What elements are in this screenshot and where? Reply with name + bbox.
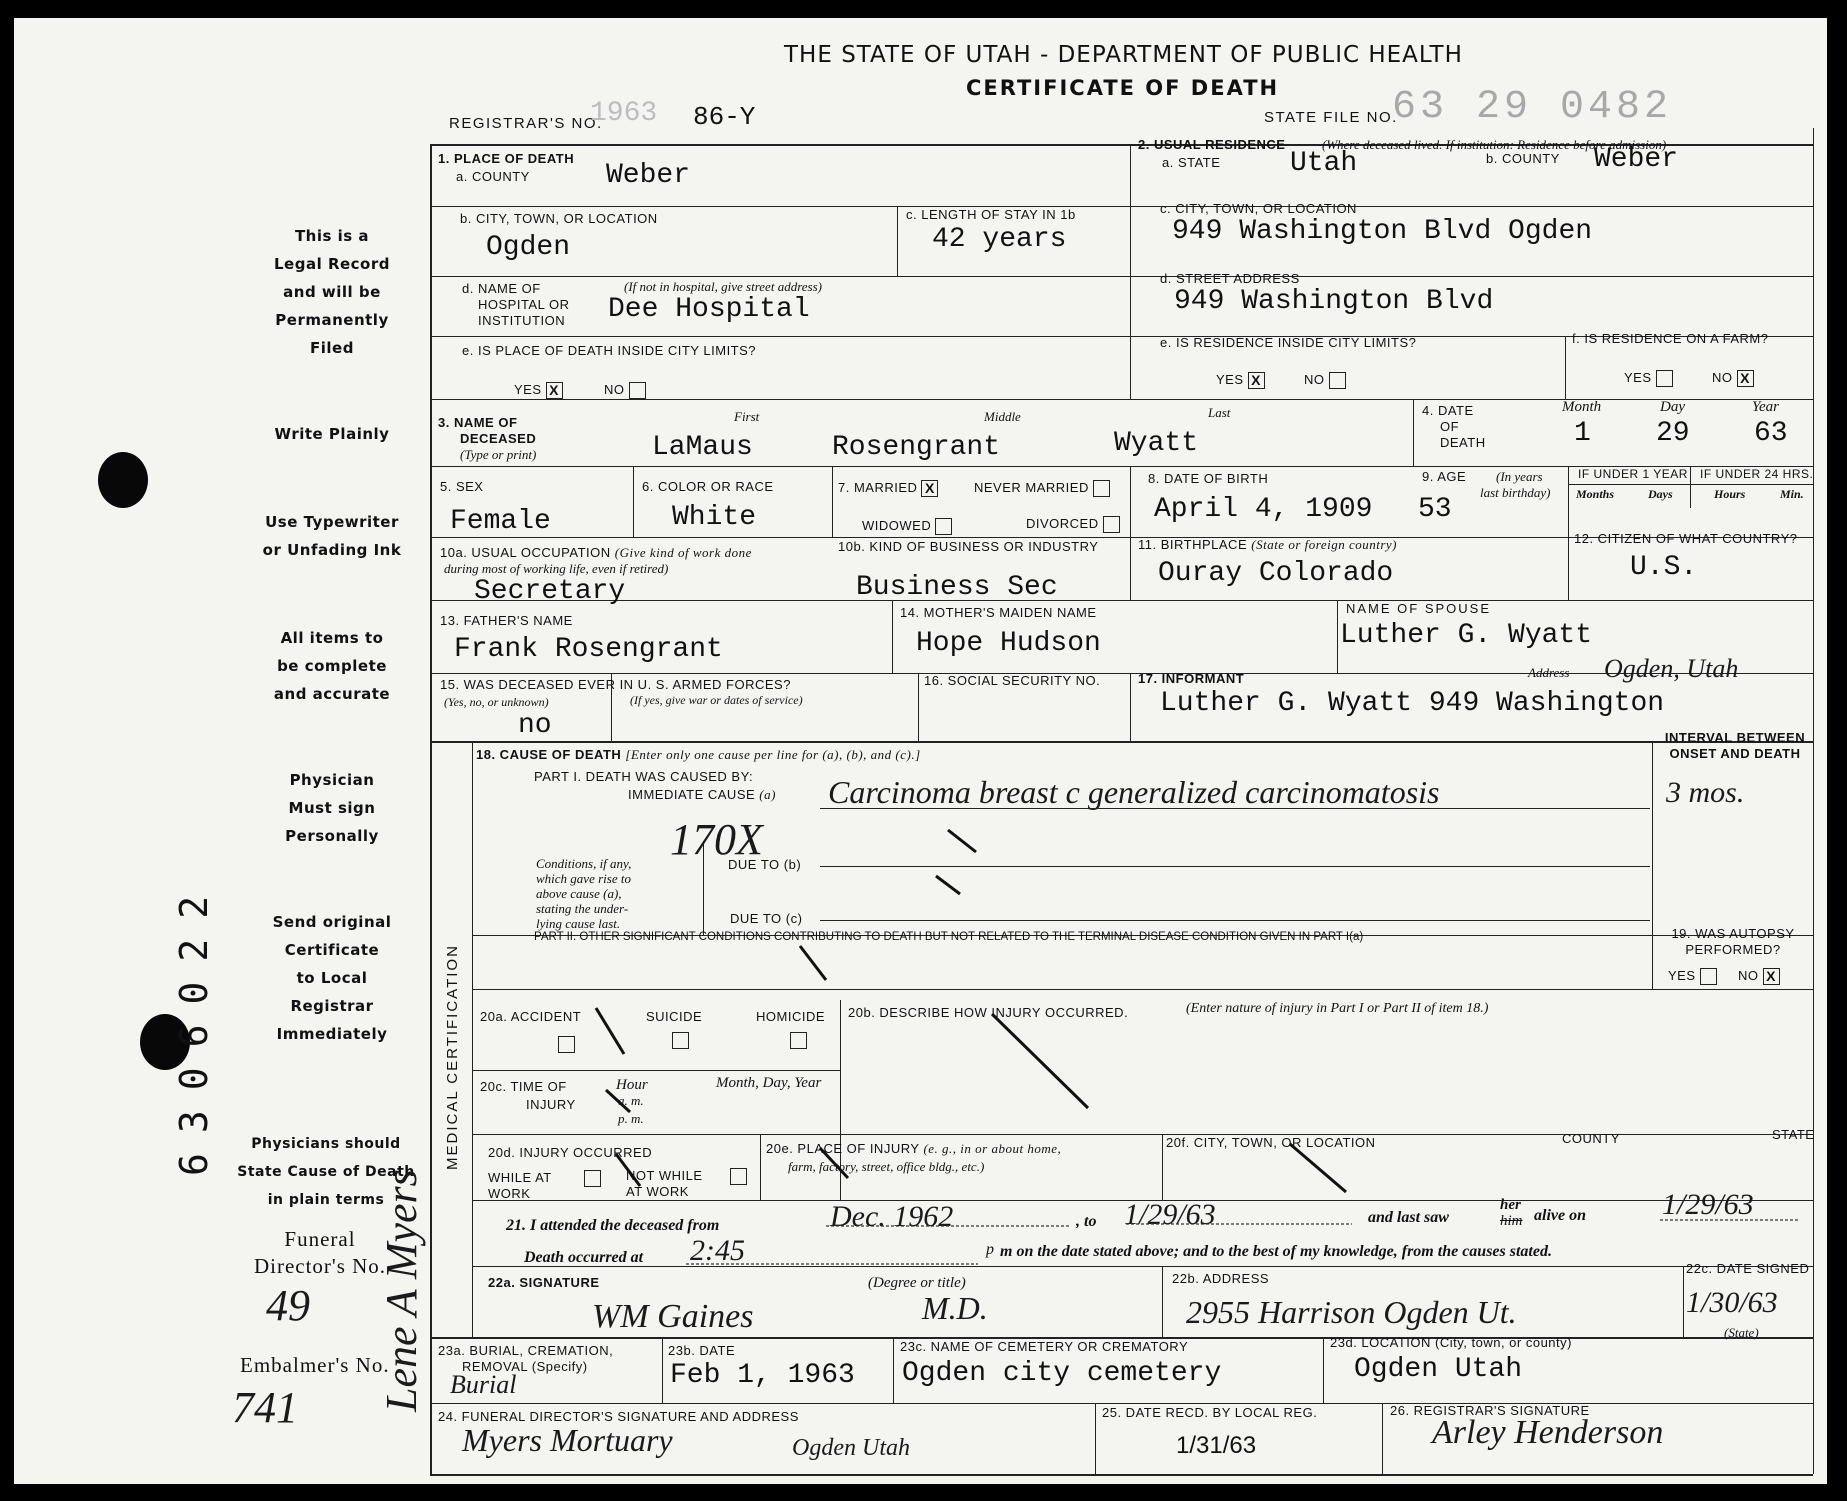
father-label: 13. FATHER'S NAME (440, 613, 573, 628)
sidebar-complete: All items to be complete and accurate (273, 629, 391, 703)
never-married-option: NEVER MARRIED (974, 480, 1110, 497)
date-received-value: 1/31/63 (1176, 1432, 1257, 1459)
cause-a-line (820, 808, 1650, 809)
burial-date-value: Feb 1, 1963 (670, 1360, 855, 1391)
hours-label: Hours (1714, 487, 1746, 501)
middle-name-value: Rosengrant (832, 432, 1001, 463)
date-signed-value: 1/30/63 (1686, 1286, 1778, 1319)
death-time-value: 2:45 (690, 1234, 745, 1267)
signature-label: 22a. SIGNATURE (488, 1275, 600, 1290)
divider (897, 206, 898, 276)
state-file-no-value: 63 29 0482 (1392, 85, 1673, 130)
residence-inside-city-label: e. IS RESIDENCE INSIDE CITY LIMITS? (1160, 335, 1417, 350)
divider (892, 600, 893, 673)
county-label: a. COUNTY (456, 169, 530, 184)
mother-label: 14. MOTHER'S MAIDEN NAME (900, 605, 1097, 620)
while-at-work-option: WHILE AT WORK (488, 1170, 552, 1201)
place-of-injury-label: 20e. PLACE OF INJURY (e. g., in or about home, (766, 1141, 1062, 1156)
date-of-birth-value: April 4, 1909 (1154, 494, 1373, 525)
burial-method-value: Burial (450, 1370, 517, 1399)
physician-signature: WM Gaines (592, 1298, 754, 1335)
not-while-at-work-option: NOT WHILE AT WORK (626, 1168, 703, 1199)
death-inside-no: NO (604, 382, 646, 399)
divider (1565, 336, 1566, 399)
sidebar-state-cause: Physicians should State Cause of Death in plain terms (237, 1136, 415, 1208)
row-line (472, 1070, 840, 1071)
row-line (430, 600, 1813, 601)
residence-city-label: c. CITY, TOWN, OR LOCATION (1160, 201, 1357, 216)
months-label: Months (1576, 487, 1615, 501)
name-label-1: 3. NAME OF (438, 415, 518, 430)
name-label-2: DECEASED (460, 431, 537, 446)
place-of-injury-hint: farm, factory, street, office bldg., etc.) (788, 1159, 985, 1174)
row-line (430, 1403, 1813, 1404)
residence-inside-yes-checkbox[interactable]: X (1248, 372, 1265, 389)
describe-injury-hint: (Enter nature of injury in Part I or Part II of item 18.) (1186, 1001, 1489, 1016)
farm-no: NO X (1712, 370, 1754, 387)
medical-certification-label: MEDICAL CERTIFICATION (444, 944, 461, 1170)
immediate-cause-value: Carcinoma breast c generalized carcinomatosis (828, 774, 1440, 810)
divider (918, 673, 919, 741)
divorced-option: DIVORCED (1026, 516, 1120, 533)
cause-b-line (820, 866, 1650, 867)
farm-yes-checkbox[interactable] (1656, 370, 1673, 387)
injury-occurred-label: 20d. INJURY OCCURRED (488, 1145, 653, 1160)
race-label: 6. COLOR OR RACE (642, 479, 774, 494)
punch-hole-top (98, 452, 148, 508)
divider (1568, 466, 1569, 600)
sex-value: Female (450, 506, 551, 537)
death-occurred-statement: m on the date stated above; and to the best of my knowledge, from the causes stated. (1000, 1243, 1552, 1260)
physician-address-value: 2955 Harrison Ogden Ut. (1186, 1294, 1517, 1330)
residence-inside-no: NO (1304, 372, 1346, 389)
under-1-year-label: IF UNDER 1 YEAR (1578, 467, 1688, 481)
last-name-value: Wyatt (1114, 428, 1199, 459)
autopsy-no-checkbox[interactable]: X (1763, 968, 1780, 985)
burial-date-label: 23b. DATE (668, 1343, 736, 1358)
autopsy-no: NO X (1738, 968, 1780, 985)
first-name-label: First (734, 409, 760, 424)
time-of-injury-label-1: 20c. TIME OF (480, 1079, 567, 1094)
residence-inside-yes: YES X (1216, 372, 1265, 389)
row-line (430, 399, 1813, 400)
interval-value: 3 mos. (1666, 776, 1745, 809)
alive-on-label: alive on (1534, 1207, 1586, 1224)
citizen-value: U.S. (1630, 552, 1698, 583)
conditions-label: Conditions, if any, which gave rise to above cause (a), stating the under- lying cause last. (536, 856, 632, 931)
business-value: Business Sec (856, 572, 1058, 603)
armed-forces-hint-2: (If yes, give war or dates of service) (630, 693, 803, 707)
injury-state-label: STATE (1772, 1127, 1815, 1142)
interval-label: INTERVAL BETWEEN ONSET AND DEATH (1664, 730, 1806, 761)
date-of-death-label-3: DEATH (1440, 435, 1486, 450)
hour-label: Hour (616, 1077, 648, 1093)
armed-forces-hint-1: (Yes, no, or unknown) (444, 695, 549, 709)
birthplace-label: 11. BIRTHPLACE (State or foreign country) (1138, 537, 1397, 552)
last-name-label: Last (1208, 405, 1231, 420)
part1-label-2: IMMEDIATE CAUSE (a) (628, 787, 776, 802)
row-line (472, 989, 1813, 990)
death-inside-yes-checkbox[interactable]: X (546, 382, 563, 399)
divider (1323, 1337, 1324, 1403)
due-to-b-label: DUE TO (b) (728, 857, 802, 872)
farm-label: f. IS RESIDENCE ON A FARM? (1572, 331, 1769, 346)
days-label: Days (1648, 487, 1673, 501)
min-label: Min. (1780, 487, 1804, 501)
state-file-no-label: STATE FILE NO. (1264, 109, 1398, 126)
certificate-subtitle: CERTIFICATE OF DEATH (966, 76, 1280, 100)
autopsy-yes-checkbox[interactable] (1700, 968, 1717, 985)
ssn-label: 16. SOCIAL SECURITY NO. (924, 673, 1101, 688)
cemetery-label: 23c. NAME OF CEMETERY OR CREMATORY (900, 1339, 1189, 1354)
date-received-label: 25. DATE RECD. BY LOCAL REG. (1102, 1405, 1318, 1420)
part1-label-1: PART I. DEATH WAS CAUSED BY: (534, 769, 754, 784)
medical-column-divider (472, 741, 473, 1337)
sidebar-typewriter: Use Typewriter or Unfading Ink (262, 513, 402, 559)
place-of-death-label: 1. PLACE OF DEATH (438, 151, 575, 166)
month-label: Month (1562, 399, 1602, 415)
divider (1337, 600, 1338, 673)
divider (1652, 741, 1653, 989)
residence-inside-no-checkbox[interactable] (1329, 372, 1346, 389)
death-inside-no-checkbox[interactable] (629, 382, 646, 399)
first-name-value: LaMaus (652, 432, 753, 463)
sidebar-funeral-director-no: Funeral Director's No. (253, 1227, 387, 1278)
degree-label: (Degree or title) (868, 1275, 966, 1291)
disease-code: 170X (670, 815, 763, 864)
divider (1130, 537, 1131, 600)
cause-c-line (820, 920, 1650, 921)
divider (1130, 466, 1131, 537)
cemetery-value: Ogden city cemetery (902, 1358, 1222, 1389)
usual-residence-hint: (Where deceased lived. If institution: Residence before admission) (1322, 137, 1667, 152)
divorced-checkbox[interactable] (1103, 516, 1120, 533)
divider (1382, 1403, 1383, 1474)
occupation-hint: during most of working life, even if retired) (444, 561, 669, 576)
alive-on-value: 1/29/63 (1662, 1188, 1754, 1221)
sidebar-send-original: Send original Certificate to Local Registrar Immediately (272, 913, 392, 1043)
injury-county-label: COUNTY (1562, 1131, 1620, 1146)
spouse-value: Luther G. Wyatt (1340, 620, 1593, 651)
birthplace-value: Ouray Colorado (1158, 558, 1394, 589)
father-value: Frank Rosengrant (454, 634, 723, 665)
sidebar-vertical-signature: Lene A Myers (377, 1169, 426, 1412)
age-label-2: (In years (1496, 469, 1543, 484)
residence-city-value: 949 Washington Blvd Ogden (1172, 216, 1593, 247)
sidebar-physician: Physician Must sign Personally (285, 771, 379, 845)
divider (832, 466, 833, 537)
physician-degree: M.D. (922, 1290, 988, 1326)
attended-from-label: 21. I attended the deceased from (506, 1217, 720, 1234)
pm-label: p. m. (618, 1111, 644, 1126)
informant-address-label: Address (1528, 665, 1570, 680)
married-option: 7. MARRIED X (838, 480, 938, 497)
divider (1162, 1266, 1163, 1337)
month-day-year-label: Month, Day, Year (716, 1075, 822, 1091)
burial-label-1: 23a. BURIAL, CREMATION, (438, 1343, 614, 1358)
death-occurred-label: Death occurred at (524, 1249, 644, 1266)
homicide-label: HOMICIDE (756, 1009, 825, 1024)
race-value: White (672, 502, 757, 533)
divider-1-2 (1130, 144, 1131, 399)
registrar-signature-label: 26. REGISTRAR'S SIGNATURE (1390, 1403, 1590, 1418)
divider (662, 1337, 663, 1403)
hospital-value: Dee Hospital (608, 294, 810, 325)
name-label-3: (Type or print) (460, 447, 537, 462)
death-year-value: 63 (1754, 418, 1788, 449)
hospital-label-3: INSTITUTION (478, 313, 566, 328)
row-line (430, 276, 1813, 277)
embalmer-no-value: 741 (232, 1383, 298, 1432)
death-county-value: Weber (606, 160, 691, 191)
death-month-value: 1 (1574, 418, 1591, 449)
never-married-checkbox[interactable] (1093, 480, 1110, 497)
street-address-label: d. STREET ADDRESS (1160, 271, 1300, 286)
her-label: her (1500, 1197, 1521, 1213)
year-label: Year (1752, 399, 1779, 415)
autopsy-yes: YES (1668, 968, 1717, 985)
divider (1130, 673, 1131, 741)
attended-from-value: Dec. 1962 (830, 1200, 954, 1233)
middle-name-label: Middle (984, 409, 1021, 424)
divider (760, 1134, 761, 1200)
business-label: 10b. KIND OF BUSINESS OR INDUSTRY (838, 539, 1099, 554)
divider (633, 466, 634, 537)
usual-residence-label: 2. USUAL RESIDENCE (1138, 137, 1286, 152)
row-line (430, 741, 1813, 743)
serial-number: 6306022 (172, 875, 216, 1176)
day-label: Day (1660, 399, 1685, 415)
divider (1095, 1403, 1096, 1474)
residence-county-value: Weber (1594, 144, 1679, 175)
age-label-3: last birthday) (1480, 485, 1551, 500)
armed-forces-label: 15. WAS DECEASED EVER IN U. S. ARMED FORCES? (440, 677, 791, 692)
widowed-option: WIDOWED (862, 518, 952, 535)
street-address-value: 949 Washington Blvd (1174, 286, 1494, 317)
funeral-director-address: Ogden Utah (792, 1435, 910, 1461)
row-line (472, 1266, 1813, 1267)
physician-address-label: 22b. ADDRESS (1172, 1271, 1270, 1286)
autopsy-label: 19. WAS AUTOPSY PERFORMED? (1671, 926, 1795, 957)
mother-value: Hope Hudson (916, 628, 1101, 659)
due-to-c-label: DUE TO (c) (730, 911, 803, 926)
time-of-injury-label-2: INJURY (526, 1097, 576, 1112)
date-of-death-label-2: OF (1440, 419, 1460, 434)
him-label: him (1500, 1213, 1523, 1229)
death-day-value: 29 (1656, 418, 1690, 449)
death-city-label: b. CITY, TOWN, OR LOCATION (460, 211, 658, 226)
divider (1413, 399, 1414, 466)
suicide-label: SUICIDE (646, 1009, 703, 1024)
divider (1683, 1266, 1684, 1337)
residence-state-label: a. STATE (1162, 155, 1221, 170)
death-ampm-value: p (986, 1241, 994, 1258)
widowed-checkbox[interactable] (935, 518, 952, 535)
length-of-stay-value: 42 years (932, 224, 1067, 255)
burial-label-2: REMOVAL (Specify) (462, 1359, 588, 1374)
burial-location-value: Ogden Utah (1354, 1354, 1523, 1385)
homicide-checkbox[interactable] (790, 1032, 807, 1049)
row-line (430, 206, 1813, 207)
citizen-label: 12. CITIZEN OF WHAT COUNTRY? (1574, 531, 1798, 546)
armed-forces-value: no (518, 710, 552, 741)
form-left-border (430, 146, 432, 1474)
under-24-hrs-label: IF UNDER 24 HRS. (1700, 467, 1814, 481)
funeral-director-label: 24. FUNERAL DIRECTOR'S SIGNATURE AND ADDRESS (438, 1409, 799, 1424)
registrar-no-label: REGISTRAR'S NO. (449, 115, 603, 132)
farm-no-checkbox[interactable]: X (1737, 370, 1754, 387)
describe-injury-label: 20b. DESCRIBE HOW INJURY OCCURRED. (848, 1005, 1129, 1020)
embalmer-no-label: Embalmer's No. (240, 1353, 390, 1377)
date-of-death-label-1: 4. DATE (1422, 403, 1474, 418)
address-state-hint: (State) (1724, 1325, 1759, 1340)
sex-label: 5. SEX (440, 479, 484, 494)
injury-city-label: 20f. CITY, TOWN, OR LOCATION (1166, 1135, 1376, 1150)
residence-state-value: Utah (1290, 148, 1358, 179)
informant-label: 17. INFORMANT (1138, 671, 1245, 686)
age-value: 53 (1418, 494, 1452, 525)
sidebar-legal-record: This is a Legal Record and will be Permanently Filed (273, 227, 390, 357)
cause-of-death-label: 18. CAUSE OF DEATH [Enter only one cause per line for (a), (b), and (c).] (476, 747, 921, 762)
sidebar-write-plainly: Write Plainly (274, 425, 390, 443)
divider (1162, 1134, 1163, 1200)
while-at-work-checkbox[interactable] (584, 1170, 601, 1187)
married-checkbox[interactable]: X (921, 480, 938, 497)
not-while-at-work-checkbox[interactable] (730, 1168, 747, 1185)
burial-location-label: 23d. LOCATION (City, town, or county) (1330, 1335, 1572, 1350)
registrar-no-value: 86-Y (693, 102, 756, 132)
form-bottom-border (430, 1474, 1813, 1476)
informant-value: Luther G. Wyatt 949 Washington (1160, 688, 1665, 719)
attended-to-label: , to (1076, 1213, 1097, 1230)
death-inside-yes: YES X (514, 382, 563, 399)
attended-to-value: 1/29/63 (1124, 1198, 1216, 1231)
accident-checkbox[interactable] (558, 1036, 575, 1053)
death-inside-city-label: e. IS PLACE OF DEATH INSIDE CITY LIMITS? (462, 343, 757, 358)
form-right-border (1813, 128, 1814, 1474)
suicide-checkbox[interactable] (672, 1032, 689, 1049)
date-signed-label: 22c. DATE SIGNED (1686, 1261, 1810, 1276)
last-saw-label: and last saw (1368, 1209, 1449, 1226)
informant-address-value: Ogden, Utah (1604, 654, 1739, 683)
accident-label: 20a. ACCIDENT (480, 1009, 582, 1024)
funeral-director-signature: Myers Mortuary (462, 1422, 673, 1458)
spouse-label: NAME OF SPOUSE (1346, 601, 1492, 616)
farm-yes: YES (1624, 370, 1673, 387)
registrar-signature: Arley Henderson (1432, 1414, 1664, 1451)
occupation-label: 10a. USUAL OCCUPATION (Give kind of work done (440, 545, 752, 560)
divider (1690, 466, 1691, 508)
am-label: a. m. (618, 1093, 644, 1108)
divider (893, 1337, 894, 1403)
death-city-value: Ogden (486, 232, 571, 263)
hospital-label-2: HOSPITAL OR (478, 297, 570, 312)
length-of-stay-label: c. LENGTH OF STAY IN 1b (906, 207, 1076, 222)
age-label-1: 9. AGE (1422, 469, 1467, 484)
date-of-birth-label: 8. DATE OF BIRTH (1148, 471, 1269, 486)
funeral-director-no-value: 49 (266, 1281, 310, 1330)
registrar-no-faint: 1963 (590, 98, 658, 129)
hospital-hint: (If not in hospital, give street address) (624, 279, 822, 294)
part2-label: PART II. OTHER SIGNIFICANT CONDITIONS CONTRIBUTING TO DEATH BUT NOT RELATED TO THE TERMINAL DISEASE CONDITION GIVEN IN PART I(a) (534, 931, 1364, 943)
occupation-value: Secretary (474, 576, 626, 607)
residence-county-label: b. COUNTY (1486, 151, 1560, 166)
certificate-title: THE STATE OF UTAH - DEPARTMENT OF PUBLIC HEALTH (784, 42, 1463, 68)
hospital-label-1: d. NAME OF (462, 281, 541, 296)
